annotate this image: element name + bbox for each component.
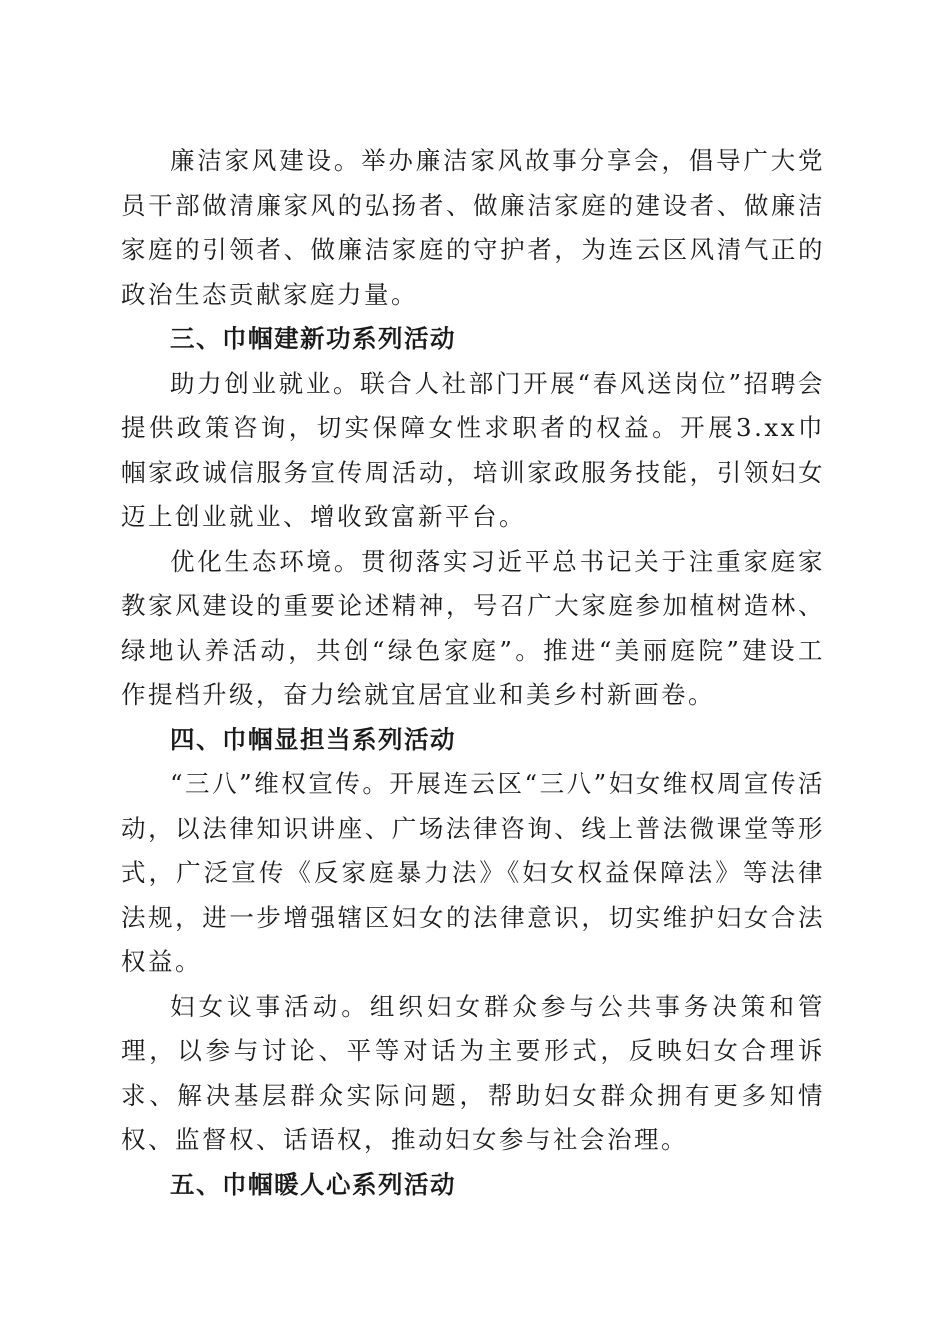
paragraph-employment: 助力创业就业。联合人社部门开展“春风送岗位”招聘会提供政策咨询，切实保障女性求职者的权益。开展3.xx巾帼家政诚信服务宣传周活动，培训家政服务技能，引领妇女迈上创业就业、增收致富新平台。 bbox=[121, 368, 825, 531]
paragraph-rights-promotion: “三八”维权宣传。开展连云区“三八”妇女维权周宣传活动，以法律知识讲座、广场法律咨询、线上普法微课堂等形式，广泛宣传《反家庭暴力法》《妇女权益保障法》等法律法规，进一步增强辖区妇女的法律意识，切实维护妇女合法权益。 bbox=[121, 769, 825, 976]
section-heading-3: 三、巾帼建新功系列活动 bbox=[170, 324, 456, 353]
section-heading-5: 五、巾帼暖人心系列活动 bbox=[170, 1169, 456, 1199]
paragraph-women-deliberation: 妇女议事活动。组织妇女群众参与公共事务决策和管理，以参与讨论、平等对话为主要形式，反映妇女合理诉求、解决基层群众实际问题，帮助妇女群众拥有更多知情权、监督权、话语权，推动妇女参与社会治理。 bbox=[121, 991, 825, 1154]
section-heading-4: 四、巾帼显担当系列活动 bbox=[170, 724, 456, 754]
paragraph-ecology: 优化生态环境。贯彻落实习近平总书记关于注重家庭家教家风建设的重要论述精神，号召广大家庭参加植树造林、绿地认养活动，共创“绿色家庭”。推进“美丽庭院”建设工作提档升级，奋力绘就宜居宜业和美乡村新画卷。 bbox=[121, 546, 825, 709]
document-body bbox=[121, 139, 825, 1207]
paragraph-clean-family-style: 廉洁家风建设。举办廉洁家风故事分享会，倡导广大党员干部做清廉家风的弘扬者、做廉洁家庭的建设者、做廉洁家庭的引领者、做廉洁家庭的守护者，为连云区风清气正的政治生态贡献家庭力量。 bbox=[121, 146, 825, 309]
